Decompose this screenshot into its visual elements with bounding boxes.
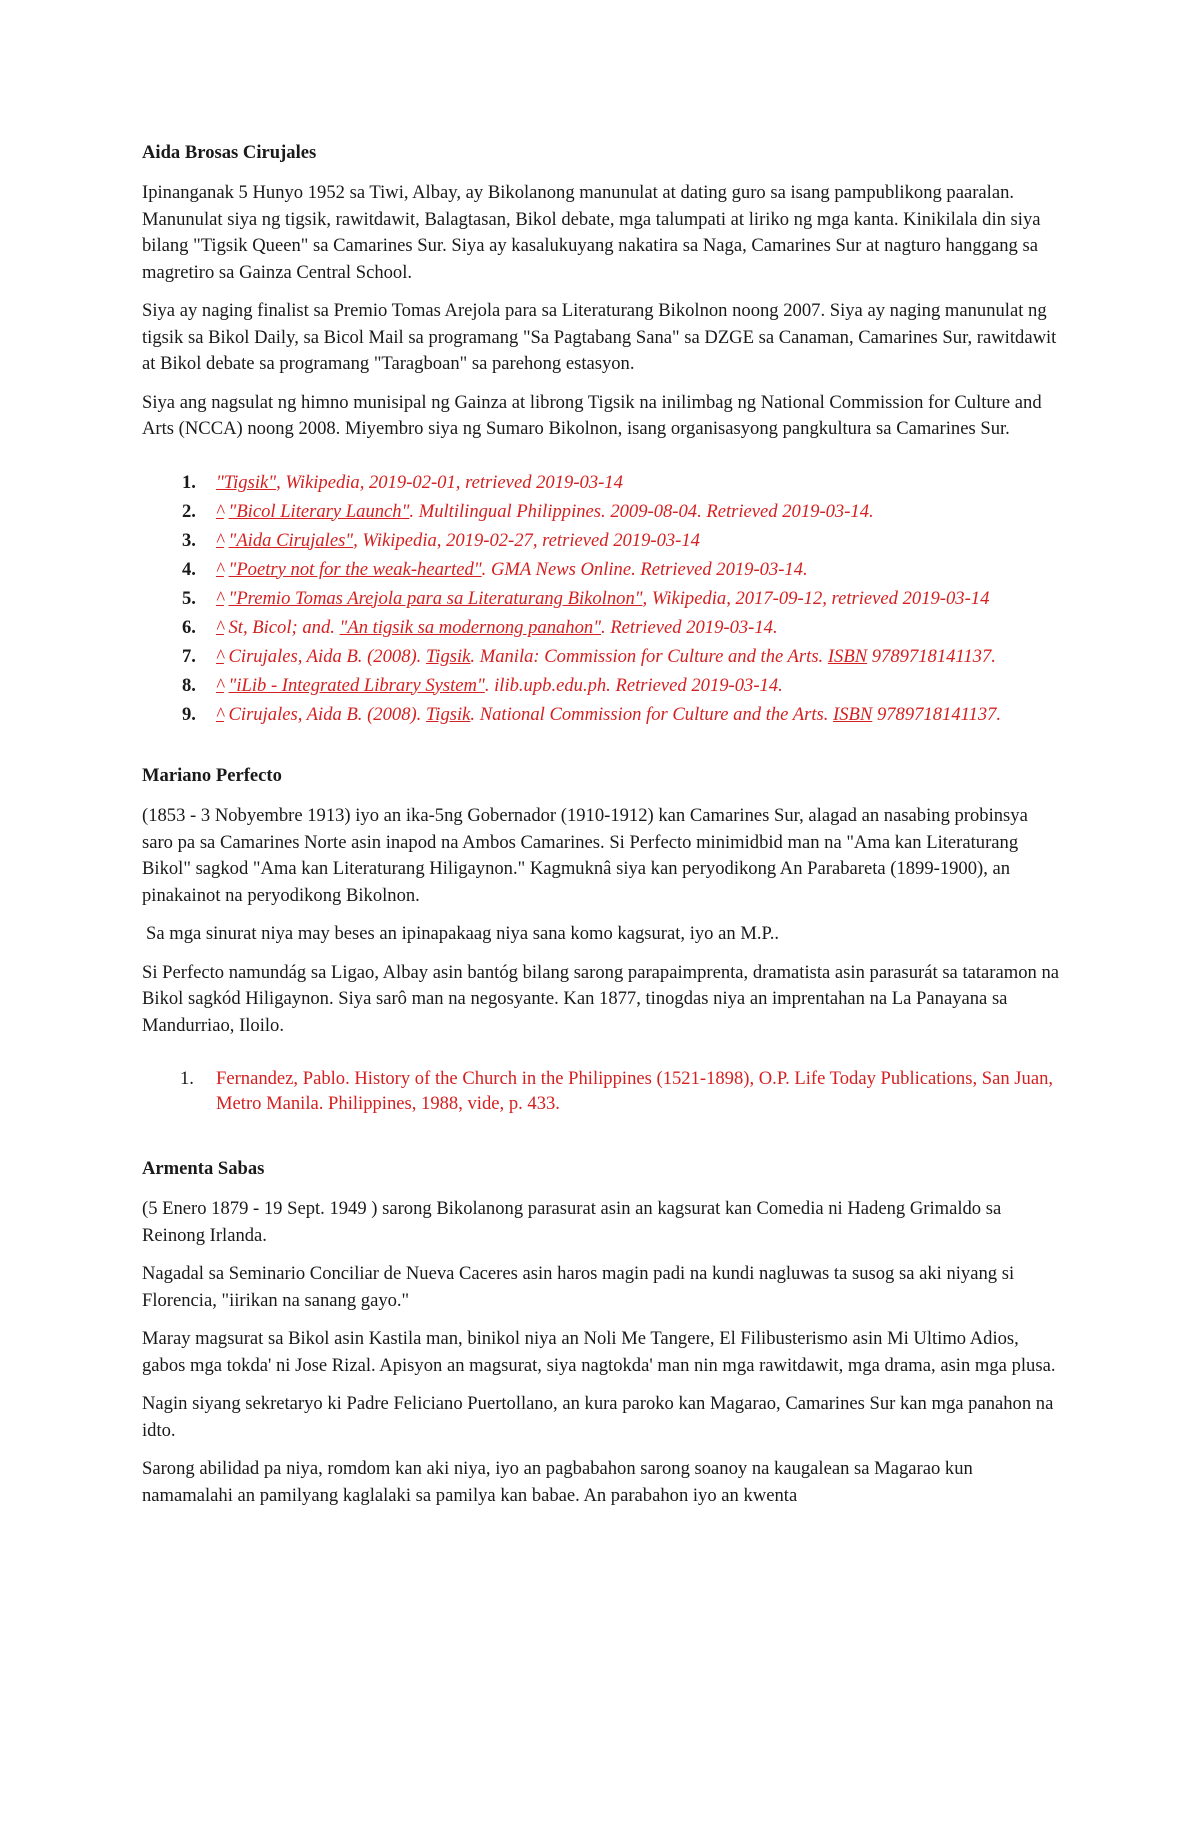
reference-text: Cirujales, Aida B. (2008).	[223, 645, 426, 667]
reference-item	[142, 558, 1062, 583]
backlink-caret[interactable]: ^	[216, 674, 224, 696]
reference-item	[142, 703, 1062, 728]
paragraph: (5 Enero 1879 - 19 Sept. 1949 ) sarong Bikolanong parasurat asin an kagsurat kan Comedia ni Hadeng Grimaldo sa Reinong Irlanda.	[142, 1198, 1002, 1246]
reference-text: 9789718141137.	[872, 703, 1002, 725]
isbn-link[interactable]: ISBN	[827, 645, 868, 667]
reference-link[interactable]: Tigsik	[425, 703, 471, 725]
section-title-mariano: Mariano Perfecto	[142, 765, 282, 786]
backlink-caret[interactable]: ^	[216, 645, 224, 667]
paragraph: (1853 - 3 Nobyembre 1913) iyo an ika-5ng Gobernador (1910-1912) kan Camarines Sur, alagad an nasabing probinsya saro pa sa Camarines Norte asin inapod na Ambos Camarines. Si Perfecto minimidbid man na "Ama kan Literaturang Bikol" sagkod "Ama kan Literaturang Hiligaynon." Kagmuknâ siya kan peryodikong An Parabareta (1899-1900), an pinakainot na peryodikong Bikolnon.	[142, 805, 1028, 906]
document-page	[142, 140, 1062, 1521]
reference-text: 9789718141137.	[867, 645, 996, 667]
reference-text: . National Commission for Culture and the Arts.	[470, 703, 834, 725]
backlink-caret[interactable]: ^	[216, 558, 224, 580]
reference-item	[142, 587, 1062, 612]
paragraph: Nagadal sa Seminario Conciliar de Nueva Caceres asin haros magin padi na kundi nagluwas ta susog sa aki niyang si Florencia, "iirikan na sanang gayo."	[142, 1263, 1015, 1311]
reference-link[interactable]: Tigsik	[425, 645, 471, 667]
reference-text: . Multilingual Philippines. 2009-08-04. Retrieved 2019-03-14.	[409, 500, 874, 522]
reference-text: , Wikipedia, 2019-02-27, retrieved 2019-03-14	[353, 529, 700, 551]
paragraph: Nagin siyang sekretaryo ki Padre Feliciano Puertollano, an kura paroko kan Magarao, Camarines Sur kan mga panahon na idto.	[142, 1393, 1054, 1441]
reference-number: 1.	[180, 1068, 194, 1089]
backlink-caret[interactable]: ^	[216, 703, 224, 725]
reference-item	[142, 529, 1062, 554]
reference-list-aida	[142, 471, 1062, 728]
reference-item	[142, 1067, 1062, 1116]
reference-text: Fernandez, Pablo. History of the Church in the Philippines (1521-1898), O.P. Life Today Publications, San Juan, Metro Manila. Philippines, 1988, vide, p. 433.	[216, 1068, 1054, 1114]
reference-item	[142, 500, 1062, 525]
reference-number: 8.	[182, 674, 196, 696]
backlink-caret[interactable]: ^	[216, 529, 224, 551]
paragraph: Sarong abilidad pa niya, romdom kan aki niya, iyo an pagbabahon sarong soanoy na kaugalean sa Magarao kun namamalahi an pamilyang kaglalaki sa pamilya kan babae. An parabahon iyo an kwenta	[142, 1458, 973, 1506]
section-title-aida: Aida Brosas Cirujales	[142, 142, 317, 163]
reference-list-mariano	[142, 1067, 1062, 1116]
reference-item	[142, 471, 1062, 496]
reference-text: . Retrieved 2019-03-14.	[601, 616, 778, 638]
paragraph: Siya ang nagsulat ng himno munisipal ng Gainza at librong Tigsik na inilimbag ng National Commission for Culture and Arts (NCCA) noong 2008. Miyembro siya ng Sumaro Bikolnon, isang organisasyong pangkultura sa Camarines Sur.	[142, 391, 1042, 439]
section-title-armenta: Armenta Sabas	[142, 1158, 265, 1179]
reference-link[interactable]: "Poetry not for the weak-hearted"	[228, 558, 482, 580]
paragraph: Si Perfecto namundág sa Ligao, Albay asin bantóg bilang sarong parapaimprenta, dramatista asin parasurát sa tataramon na Bikol sagkód Hiligaynon. Siya sarô man na negosyante. Kan 1877, tinogdas niya an imprentahan na La Panayana sa Mandurriao, Iloilo.	[142, 961, 1059, 1036]
reference-text: , Wikipedia, 2019-02-01, retrieved 2019-03-14	[276, 471, 623, 493]
paragraph: Ipinanganak 5 Hunyo 1952 sa Tiwi, Albay, ay Bikolanong manunulat at dating guro sa isang pampublikong paaralan. Manunulat siya ng tigsik, rawitdawit, Balagtasan, Bikol debate, mga talumpati at liriko ng mga kanta. Kinikilala din siya bilang "Tigsik Queen" sa Camarines Sur. Siya ay kasalukuyang nakatira sa Naga, Camarines Sur at nagturo hanggang sa magretiro sa Gainza Central School.	[142, 182, 1041, 283]
reference-number: 3.	[182, 529, 196, 551]
reference-item	[142, 616, 1062, 641]
paragraph: Maray magsurat sa Bikol asin Kastila man, binikol niya an Noli Me Tangere, El Filibusterismo asin Mi Ultimo Adios, gabos mga tokda' ni Jose Rizal. Apisyon an magsurat, siya nagtokda' man nin mga rawitdawit, mga drama, asin mga plusa.	[142, 1328, 1056, 1376]
paragraph: Siya ay naging finalist sa Premio Tomas Arejola para sa Literaturang Bikolnon noong 2007. Siya ay naging manunulat ng tigsik sa Bikol Daily, sa Bicol Mail sa programang "Sa Pagtabang Sana" sa DZGE sa Canaman, Camarines Sur, rawitdawit at Bikol debate sa programang "Taragboan" sa parehong estasyon.	[142, 300, 1057, 374]
reference-text: . GMA News Online. Retrieved 2019-03-14.	[481, 558, 808, 580]
reference-link[interactable]: "Tigsik"	[216, 471, 277, 493]
reference-text: . Manila: Commission for Culture and the Arts.	[470, 645, 828, 667]
reference-number: 2.	[182, 500, 196, 522]
isbn-link[interactable]: ISBN	[833, 703, 873, 725]
reference-item	[142, 645, 1062, 670]
reference-number: 4.	[182, 558, 196, 580]
reference-number: 5.	[182, 587, 196, 609]
reference-item	[142, 674, 1062, 699]
backlink-caret[interactable]: ^	[216, 587, 224, 609]
reference-link[interactable]: "Aida Cirujales"	[228, 529, 354, 551]
backlink-caret[interactable]: ^	[216, 616, 224, 638]
reference-text: . ilib.upb.edu.ph. Retrieved 2019-03-14.	[484, 674, 783, 696]
reference-link[interactable]: "Premio Tomas Arejola para sa Literaturang Bikolnon"	[228, 587, 643, 609]
reference-link[interactable]: "Bicol Literary Launch"	[228, 500, 410, 522]
reference-number: 6.	[182, 616, 196, 638]
reference-number: 7.	[182, 645, 196, 667]
paragraph: Sa mga sinurat niya may beses an ipinapakaag niya sana komo kagsurat, iyo an M.P..	[146, 923, 780, 944]
reference-number: 9.	[182, 703, 196, 725]
backlink-caret[interactable]: ^	[216, 500, 224, 522]
reference-link[interactable]: "An tigsik sa modernong panahon"	[339, 616, 602, 638]
reference-text: Cirujales, Aida B. (2008).	[223, 703, 426, 725]
reference-text: , Wikipedia, 2017-09-12, retrieved 2019-03-14	[642, 587, 990, 609]
reference-text: St, Bicol; and.	[223, 616, 340, 638]
reference-number: 1.	[182, 471, 196, 493]
reference-link[interactable]: "iLib - Integrated Library System"	[228, 674, 485, 696]
